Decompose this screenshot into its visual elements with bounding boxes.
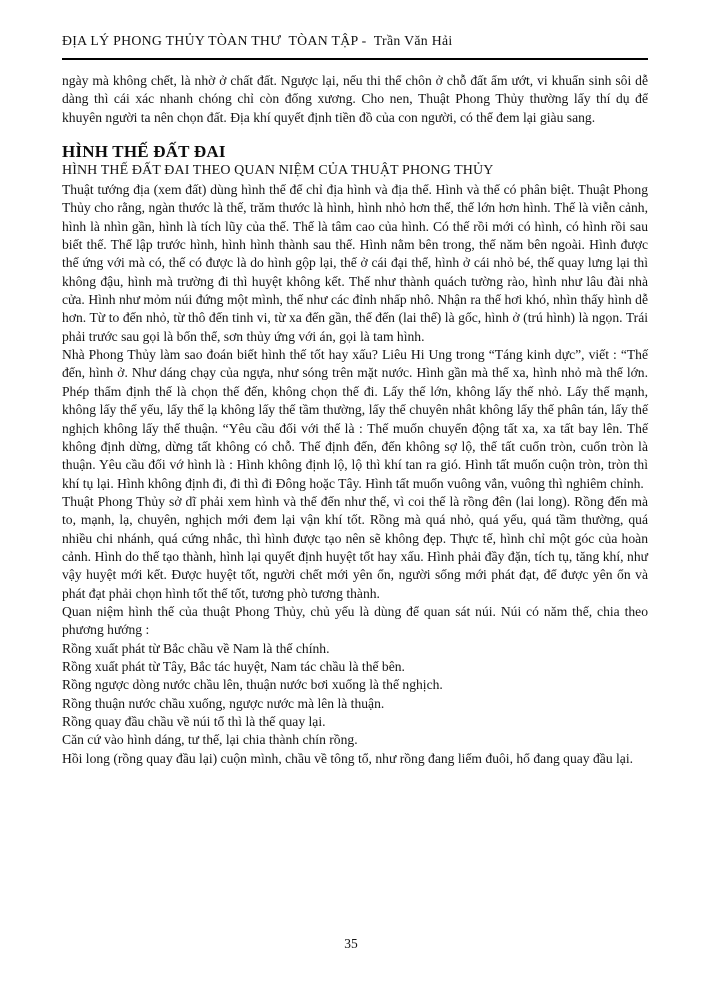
- paragraph: Nhà Phong Thủy làm sao đoán biết hình thế tốt hay xấu? Liêu Hi Ung trong “Táng kinh dực”, viết : “Thế đến, hình ở. Như dáng chạy của ngựa, như sóng trên mặt nước. Hình gần mà thế xa, hình nhỏ mà thế lớn. Phép thẩm định thế là chọn thế đến, không chọn thế đi. Lấy thế lớn, không lấy thế nhỏ. Lấy thế mạnh, không lấy thế yếu, lấy thế lạ không lấy thế tầm thường, lấy thế chuyên nhât không lấy thế phân tán, lấy thế nghịch không lấy thế thuận. “Yêu cầu đối với thế là : Thế muốn chuyển động tất xa, xa tất bay lên. Thế không định dừng, dừng tất không có chỗ. Thế định đến, đến không sợ lộ, thế tất cuốn tròn, cuốn tròn là thuận. Yêu cầu đối vớ hình là : Hình không định lộ, lộ thì khí tan ra gió. Hình tất muốn cuộn tròn, tròn thì khí tụ lại. Hình không định đi, đi thì đi Đông hoặc Tây. Hình tất muốn vuông vắn, vuông thì nghiêm chỉnh.: [62, 347, 648, 491]
- section-subheading: HÌNH THẾ ĐẤT ĐAI THEO QUAN NIỆM CỦA THUẬT PHONG THỦY: [62, 163, 494, 179]
- list-line: Rồng ngược dòng nước chầu lên, thuận nước bơi xuống là thế nghịch.: [62, 677, 443, 693]
- list-line: Rồng xuất phát từ Tây, Bắc tác huyệt, Nam tác chầu là thế bên.: [62, 658, 405, 674]
- section-heading: HÌNH THẾ ĐẤT ĐAI: [62, 142, 226, 162]
- paragraph: Thuật tướng địa (xem đất) dùng hình thế để chỉ địa hình và địa thế. Hình và thế có phân biệt. Thuật Phong Thủy cho rằng, ngàn thước là thế, trăm thước là hình, hình nhỏ hơn thế, thế lớn hơn hình. Thế là viễn cảnh, hình là nhìn gần, hình là tích lũy của thế. Thế là tâm cao của hình. Có thế rồi mới có hình, có hình rồi sau biết thế. Thế lập trước hình, hình hình thành sau thế. Hình nằm bên trong, thế năm bên ngoài. Hình được thế ứng với mà có, thế có được là do hình gộp lại, thế ở cái đại thể, hình ở cái nhỏ bé, thế quay lưng lại thì không đậu, hình mà trường đi thì huyệt không kết. Thế như thành quách tường rào, hình như lâu đài nhà cửa. Hình như mỏm núi đứng một mình, thế như các đỉnh nhấp nhô. Nhận ra thế hơi khó, nhìn thấy hình dễ hơn. Từ to đến nhỏ, từ thô đến tinh vi, từ xa đến gần, thế đến (lai thế) là gốc, hình ở (trú hình) là ngọn. Trái phải trước sau gọi là bốn thể, sơn thủy ứng với án, gọi là tam hình.: [62, 182, 648, 344]
- list-line: Căn cứ vào hình dáng, tư thế, lại chia thành chín rồng.: [62, 732, 358, 748]
- list-line: Rồng thuận nước chầu xuống, ngược nước mà lên là thuận.: [62, 695, 385, 711]
- list-line: Rồng quay đầu chầu về núi tổ thì là thế quay lại.: [62, 714, 326, 729]
- page-number: 35: [344, 936, 358, 951]
- paragraph: Hồi long (rồng quay đầu lại) cuộn mình, chầu về tông tổ, như rồng đang liếm đuôi, hổ đang quay đầu lại.: [62, 750, 634, 766]
- paragraph: Thuật Phong Thủy sở dĩ phải xem hình và thế đến như thế, vì coi thế là rồng đên (lai long). Rồng đến mà to, mạnh, lạ, chuyên, nghịch mới đem lại vận khí tốt. Rồng mà quá nhỏ, quá yếu, quá tầm thường, quá nhiều chi nhánh, quá cứng nhắc, thì hình được tạo nên sẽ không đẹp. Thực tế, hình chỉ một góc của hoàn cảnh. Hình do thế tạo thành, hình lại quyết định huyệt tốt hay xấu. Hình phải đầy đặn, tích tụ, tăng khí, như vậy huyệt mới kết. Được huyệt tốt, người chết mới yên ổn, người sống mới phát đạt, để được yên ổn và phát đạt phải chọn hình tốt thế tốt, tương phò tương thành.: [62, 493, 648, 601]
- paragraph: Quan niệm hình thế của thuật Phong Thủy, chủ yếu là dùng để quan sát núi. Núi có năm thế, chia theo phương hướng :: [62, 603, 648, 638]
- intro-paragraph: ngày mà không chết, là nhờ ở chất đất. Ngược lại, nếu thi thể chôn ở chỗ đất ẩm ướt, vi khuẩn sinh sôi dễ dàng thì cái xác nhanh chóng chỉ còn đống xương. Cho nen, Thuật Phong Thủy thường lấy thí dụ để khuyên người ta nên chọn đất. Địa khí quyết định tiền đồ của con người, có thể đem lại giàu sang.: [62, 73, 648, 125]
- header-divider: [62, 58, 648, 60]
- page-content: [62, 0, 648, 768]
- list-line: Rồng xuất phát từ Bắc chầu về Nam là thế chính.: [62, 640, 330, 656]
- running-header: ĐỊA LÝ PHONG THỦY TÒAN THƯ TÒAN TẬP - Trần Văn Hải: [62, 33, 453, 48]
